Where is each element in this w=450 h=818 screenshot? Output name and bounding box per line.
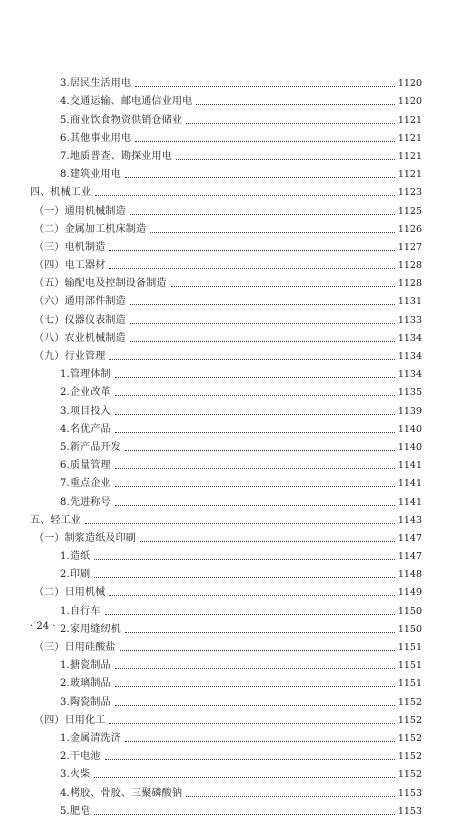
- toc-entry[interactable]: [30, 108, 422, 126]
- toc-entry[interactable]: [30, 745, 422, 763]
- toc-entry-title: （四）日用化工: [34, 714, 106, 726]
- toc-entry-title: 5.商业饮食物资供销仓储业: [60, 114, 183, 126]
- toc-entry-page: 1152: [397, 769, 422, 781]
- toc-entry-title: （五）输配电及控制设备制造: [34, 278, 167, 290]
- toc-entry-title: 1.管理体制: [60, 369, 111, 381]
- dot-leader: [125, 741, 395, 742]
- toc-entry-page: 1151: [397, 642, 422, 653]
- dot-leader: [115, 505, 395, 506]
- dot-leader: [115, 686, 395, 687]
- dot-leader: [109, 359, 394, 360]
- toc-entry[interactable]: [30, 254, 422, 272]
- dot-leader: [130, 214, 395, 215]
- toc-entry-title: （二）金属加工机床制造: [34, 223, 147, 235]
- dot-leader: [115, 486, 395, 487]
- dot-leader: [176, 159, 395, 160]
- dot-leader: [94, 814, 394, 815]
- toc-entry-page: 1148: [397, 569, 422, 581]
- toc-entry[interactable]: [30, 399, 422, 417]
- toc-entry-title: 6.质量管理: [60, 460, 111, 472]
- dot-leader: [109, 268, 394, 269]
- toc-entry-title: 3.陶瓷制品: [60, 696, 111, 708]
- toc-entry-title: （三）电机制造: [34, 241, 106, 253]
- dot-leader: [125, 632, 395, 633]
- toc-entry-page: 1123: [397, 187, 422, 199]
- toc-entry-page: 1153: [397, 787, 422, 799]
- toc-entry-title: 8.建筑业用电: [60, 169, 121, 181]
- toc-entry-title: 2.玻璃制品: [60, 678, 111, 690]
- toc-entry-title: 1.造纸: [60, 551, 91, 563]
- toc-entry-title: 五、轻工业: [30, 514, 81, 526]
- toc-entry-page: 1134: [397, 369, 422, 381]
- toc-entry-title: （六）通用部件制造: [34, 296, 126, 308]
- dot-leader: [196, 104, 394, 105]
- toc-entry-title: 3.火柴: [60, 769, 91, 781]
- dot-leader: [186, 796, 395, 797]
- toc-entry-page: 1151: [397, 678, 422, 690]
- dot-leader: [105, 759, 395, 760]
- dot-leader: [109, 250, 394, 251]
- toc-entry-page: 1120: [397, 78, 422, 90]
- toc-entry[interactable]: [30, 727, 422, 745]
- toc-entry-page: 1141: [397, 496, 422, 508]
- toc-entry-title: 7.地质普查、勘探业用电: [60, 150, 172, 162]
- toc-entry[interactable]: [30, 781, 422, 799]
- toc-entry-page: 1125: [397, 205, 422, 217]
- toc-entry-page: 1134: [397, 332, 422, 344]
- toc-entry[interactable]: [30, 418, 422, 436]
- toc-entry-page: 1150: [397, 605, 422, 617]
- toc-entry-title: 5.新产品开发: [60, 441, 121, 453]
- dot-leader: [186, 123, 395, 124]
- toc-entry[interactable]: [30, 472, 422, 490]
- toc-entry-title: 6.其他事业用电: [60, 132, 132, 144]
- toc-entry-page: 1147: [397, 532, 422, 544]
- dot-leader: [109, 723, 394, 724]
- toc-entry-page: 1134: [397, 351, 422, 362]
- toc-entry-title: 7.重点企业: [60, 478, 111, 490]
- toc-entry-title: （四）电工器材: [34, 260, 106, 272]
- toc-entry-page: 1126: [397, 223, 422, 235]
- toc-entry-page: 1143: [397, 514, 422, 526]
- toc-entry[interactable]: [30, 145, 422, 163]
- toc-entry[interactable]: [30, 763, 422, 781]
- toc-entry-title: 四、机械工业: [30, 187, 92, 199]
- toc-entry-page: 1121: [397, 132, 422, 144]
- dot-leader: [130, 341, 395, 342]
- dot-leader: [115, 414, 395, 415]
- toc-entry-page: 1150: [397, 623, 422, 635]
- toc-entry-title: 4.栲胶、骨胶、三聚磷酸钠: [60, 787, 183, 799]
- toc-entry[interactable]: [30, 599, 422, 617]
- toc-entry-title: 2.家用缝纫机: [60, 623, 121, 635]
- dot-leader: [94, 777, 394, 778]
- toc-entry-title: 1.金属清洗济: [60, 732, 121, 744]
- toc-entry-page: 1127: [397, 241, 422, 253]
- toc-entry-page: 1135: [397, 387, 422, 399]
- toc-entry[interactable]: [30, 545, 422, 563]
- toc-entry[interactable]: [30, 127, 422, 145]
- toc-entry-title: （七）仪器仪表制造: [34, 314, 126, 326]
- toc-entry-page: 1133: [397, 314, 422, 326]
- dot-leader: [115, 705, 395, 706]
- toc-entry-title: 4.名优产品: [60, 423, 111, 435]
- toc-entry[interactable]: [30, 363, 422, 381]
- dot-leader: [105, 614, 395, 615]
- toc-entry-page: 1140: [397, 441, 422, 453]
- dot-leader: [130, 323, 395, 324]
- toc-entry-title: 1.搪瓷制品: [60, 660, 111, 672]
- toc-entry-page: 1149: [397, 587, 422, 599]
- toc-entry-page: 1128: [397, 260, 422, 272]
- toc-entry[interactable]: [30, 272, 422, 290]
- toc-entry[interactable]: [30, 345, 422, 363]
- toc-entry-page: 1147: [397, 551, 422, 563]
- toc-entry-page: 1152: [397, 751, 422, 763]
- toc-entry-page: 1120: [397, 96, 422, 108]
- toc-entry-page: 1141: [397, 478, 422, 490]
- toc-entry-title: 3.项目投入: [60, 405, 111, 417]
- toc-entry-page: 1151: [397, 660, 422, 672]
- toc-entry-title: （三）日用硅酸盐: [34, 642, 116, 653]
- toc-entry[interactable]: [30, 618, 422, 636]
- toc-entry-page: 1121: [397, 114, 422, 126]
- toc-entry-page: 1153: [397, 805, 422, 817]
- toc-entry-title: （一）通用机械制造: [34, 205, 126, 217]
- dot-leader: [115, 468, 395, 469]
- toc-entry-title: 2.企业改革: [60, 387, 111, 399]
- toc-entry-title: 2.干电池: [60, 751, 101, 763]
- dot-leader: [135, 141, 395, 142]
- toc-entry[interactable]: [30, 308, 422, 326]
- dot-leader: [120, 650, 395, 651]
- dot-leader: [140, 541, 395, 542]
- toc-entry-title: 8.先进称号: [60, 496, 111, 508]
- toc-entry-page: 1141: [397, 460, 422, 472]
- dot-leader: [94, 559, 394, 560]
- dot-leader: [94, 577, 394, 578]
- toc-entry-title: 5.肥皂: [60, 805, 91, 817]
- toc-entry[interactable]: [30, 381, 422, 399]
- toc-entry[interactable]: [30, 490, 422, 508]
- dot-leader: [115, 668, 395, 669]
- toc-entry-page: 1140: [397, 423, 422, 435]
- toc-entry-title: 3.居民生活用电: [60, 78, 132, 90]
- toc-entry-title: 1.自行车: [60, 605, 101, 617]
- toc-entry-title: （二）日用机械: [34, 587, 106, 599]
- page-number: · 24 ·: [30, 621, 56, 632]
- toc-entry[interactable]: [30, 90, 422, 108]
- toc-entry[interactable]: [30, 454, 422, 472]
- toc-entry-page: 1121: [397, 150, 422, 162]
- toc-entry[interactable]: [30, 690, 422, 708]
- toc-entry[interactable]: [30, 72, 422, 90]
- dot-leader: [150, 232, 395, 233]
- toc-entry-page: 1121: [397, 169, 422, 181]
- dot-leader: [115, 432, 395, 433]
- dot-leader: [171, 286, 395, 287]
- toc-entry-title: 2.印刷: [60, 569, 91, 581]
- toc-entry[interactable]: [30, 236, 422, 254]
- toc-entry-title: （八）农业机械制造: [34, 332, 126, 344]
- dot-leader: [95, 195, 395, 196]
- table-of-contents: [30, 72, 422, 818]
- toc-entry-page: 1152: [397, 714, 422, 726]
- toc-entry[interactable]: [30, 436, 422, 454]
- toc-entry-page: 1128: [397, 278, 422, 290]
- dot-leader: [135, 86, 395, 87]
- toc-entry[interactable]: [30, 199, 422, 217]
- toc-entry-title: 4.交通运输、邮电通信业用电: [60, 96, 193, 108]
- toc-entry-title: （一）制浆造纸及印刷: [34, 532, 136, 544]
- toc-entry-page: 1131: [397, 296, 422, 308]
- toc-entry[interactable]: [30, 709, 422, 727]
- toc-entry[interactable]: [30, 290, 422, 308]
- toc-entry-page: 1152: [397, 696, 422, 708]
- toc-entry[interactable]: [30, 509, 422, 527]
- dot-leader: [85, 523, 395, 524]
- toc-entry-page: 1139: [397, 405, 422, 417]
- toc-entry[interactable]: [30, 327, 422, 345]
- toc-entry[interactable]: [30, 672, 422, 690]
- toc-entry[interactable]: [30, 181, 422, 199]
- dot-leader: [125, 450, 395, 451]
- dot-leader: [130, 304, 395, 305]
- toc-entry-title: （九）行业管理: [34, 351, 106, 362]
- toc-entry-page: 1152: [397, 732, 422, 744]
- dot-leader: [109, 595, 394, 596]
- toc-entry[interactable]: [30, 218, 422, 236]
- toc-entry[interactable]: [30, 800, 422, 818]
- toc-entry[interactable]: [30, 581, 422, 599]
- toc-entry[interactable]: [30, 636, 422, 654]
- dot-leader: [115, 395, 395, 396]
- dot-leader: [115, 377, 395, 378]
- dot-leader: [125, 177, 395, 178]
- toc-entry[interactable]: [30, 563, 422, 581]
- toc-entry[interactable]: [30, 163, 422, 181]
- toc-entry[interactable]: [30, 527, 422, 545]
